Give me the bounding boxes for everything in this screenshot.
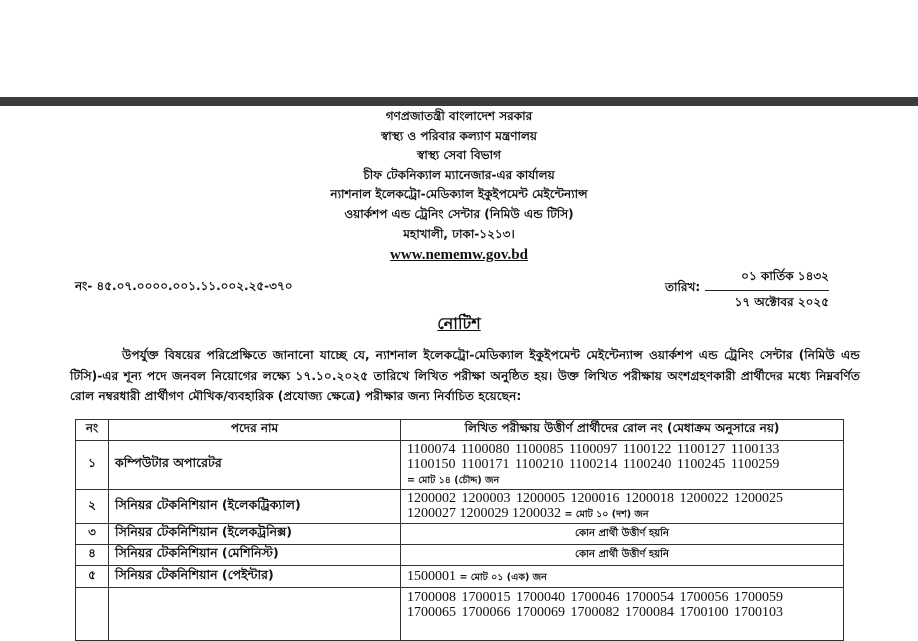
roll-line: 1100150 1100171 1100210 1100214 1100240 1100245 1100259 (407, 457, 780, 472)
table-row (76, 545, 844, 566)
roll-line: 1200002 1200003 1200005 1200016 1200018 1200022 1200025 (407, 491, 783, 506)
results-table (75, 419, 844, 641)
letterhead-line: স্বাস্থ্য সেবা বিভাগ (417, 148, 501, 163)
letterhead-line: ওয়ার্কশপ এন্ড ট্রেনিং সেন্টার (নিমিউ এন্ড টিসি) (344, 206, 574, 221)
row-number: ২ (76, 490, 109, 524)
roll-numbers (401, 490, 844, 524)
roll-total: = মোট ০১ (এক) জন (459, 571, 547, 583)
table-row (76, 566, 844, 588)
row-number: ৫ (76, 566, 109, 588)
roll-numbers (401, 441, 844, 490)
post-name: সিনিয়র টেকনিশিয়ান (পেইন্টার) (109, 566, 401, 588)
header-post: পদের নাম (109, 420, 401, 441)
letterhead-line: চীফ টেকনিক্যাল ম্যানেজার-এর কার্যালয় (363, 167, 555, 182)
date-gregorian: ১৭ অক্টোবর ২০২৫ (734, 295, 829, 309)
table-row (76, 490, 844, 524)
roll-line: 1200027 1200029 1200032 (407, 506, 561, 521)
table-row (76, 441, 844, 490)
memo-number: নং- ৪৫.০৭.০০০০.০০১.১১.০০২.২৫-৩৭০ (75, 279, 293, 293)
letterhead-line: মহাখালী, ঢাকা-১২১৩। (403, 226, 515, 241)
roll-numbers (401, 588, 844, 641)
post-name (109, 588, 401, 641)
roll-line: 1100074 1100080 1100085 1100097 1100122 1100127 1100133 (407, 442, 780, 457)
row-number: ৪ (76, 545, 109, 566)
letterhead (0, 107, 918, 266)
website-link[interactable]: www.nememw.gov.bd (390, 247, 528, 264)
no-candidate-passed: কোন প্রার্থী উত্তীর্ণ হয়নি (401, 524, 844, 545)
post-name: কম্পিউটার অপারেটর (109, 441, 401, 490)
header-rolls: লিখিত পরীক্ষায় উত্তীর্ণ প্রার্থীদের রোল নং (মেধাক্রম অনুসারে নয়) (401, 420, 844, 441)
roll-total: = মোট ১৪ (চৌদ্দ) জন (407, 475, 500, 486)
notice-title: নোটিশ (437, 314, 481, 333)
roll-line: 1700065 1700066 1700069 1700082 1700084 1700100 1700103 (407, 605, 783, 620)
row-number: ৩ (76, 524, 109, 545)
row-number: ১ (76, 441, 109, 490)
roll-line: 1500001 (407, 568, 456, 584)
date-bangla: ০১ কার্তিক ১৪৩২ (705, 268, 829, 291)
letterhead-line: গণপ্রজাতন্ত্রী বাংলাদেশ সরকার (385, 109, 533, 123)
post-name: সিনিয়র টেকনিশিয়ান (ইলেকট্রিক্যাল) (109, 490, 401, 524)
no-candidate-passed: কোন প্রার্থী উত্তীর্ণ হয়নি (401, 545, 844, 566)
header-no: নং (76, 420, 109, 441)
table-row (76, 524, 844, 545)
notice-body: উপর্যুক্ত বিষয়ের পরিপ্রেক্ষিতে জানানো যাচ্ছে যে, ন্যাশনাল ইলেকট্রো-মেডিক্যাল ইকুইপমেন্ট মেইন্টেন্যান্স ওয়ার্কশপ এন্ড ট্রেনিং সেন্টার (নিমিউ এন্ড টিসি)-এর শূন্য পদে জনবল নিয়োগের লক্ষ্যে ১৭.১০.২০২৫ তারিখে লিখিত পরীক্ষা অনুষ্ঠিত হয়। উক্ত লিখিত পরীক্ষায় অংশগ্রহণকারী প্রার্থীদের মধ্যে নিম্নবর্ণিত রোল নম্বরধারী প্রার্থীগণ মৌখিক/ব্যবহারিক (প্রযোজ্য ক্ষেত্রে) পরীক্ষার জন্য নির্বাচিত হয়েছেন: (70, 348, 860, 403)
post-name: সিনিয়র টেকনিশিয়ান (মেশিনিস্ট) (109, 545, 401, 566)
letterhead-line: ন্যাশনাল ইলেকট্রো-মেডিক্যাল ইকুইপমেন্ট মেইন্টেন্যান্স (330, 187, 588, 202)
roll-numbers (401, 566, 844, 588)
post-name: সিনিয়র টেকনিশিয়ান (ইলেকট্রনিক্স) (109, 524, 401, 545)
top-divider-bar (0, 97, 918, 106)
date-fraction (705, 268, 829, 314)
date-label: তারিখ: (665, 280, 701, 294)
row-number (76, 588, 109, 641)
roll-line: 1700008 1700015 1700040 1700046 1700054 1700056 1700059 (407, 590, 783, 605)
letterhead-line: স্বাস্থ্য ও পরিবার কল্যাণ মন্ত্রণালয় (381, 128, 537, 143)
table-header-row (76, 420, 844, 441)
roll-total: = মোট ১০ (দশ) জন (564, 509, 649, 520)
table-row (76, 588, 844, 641)
